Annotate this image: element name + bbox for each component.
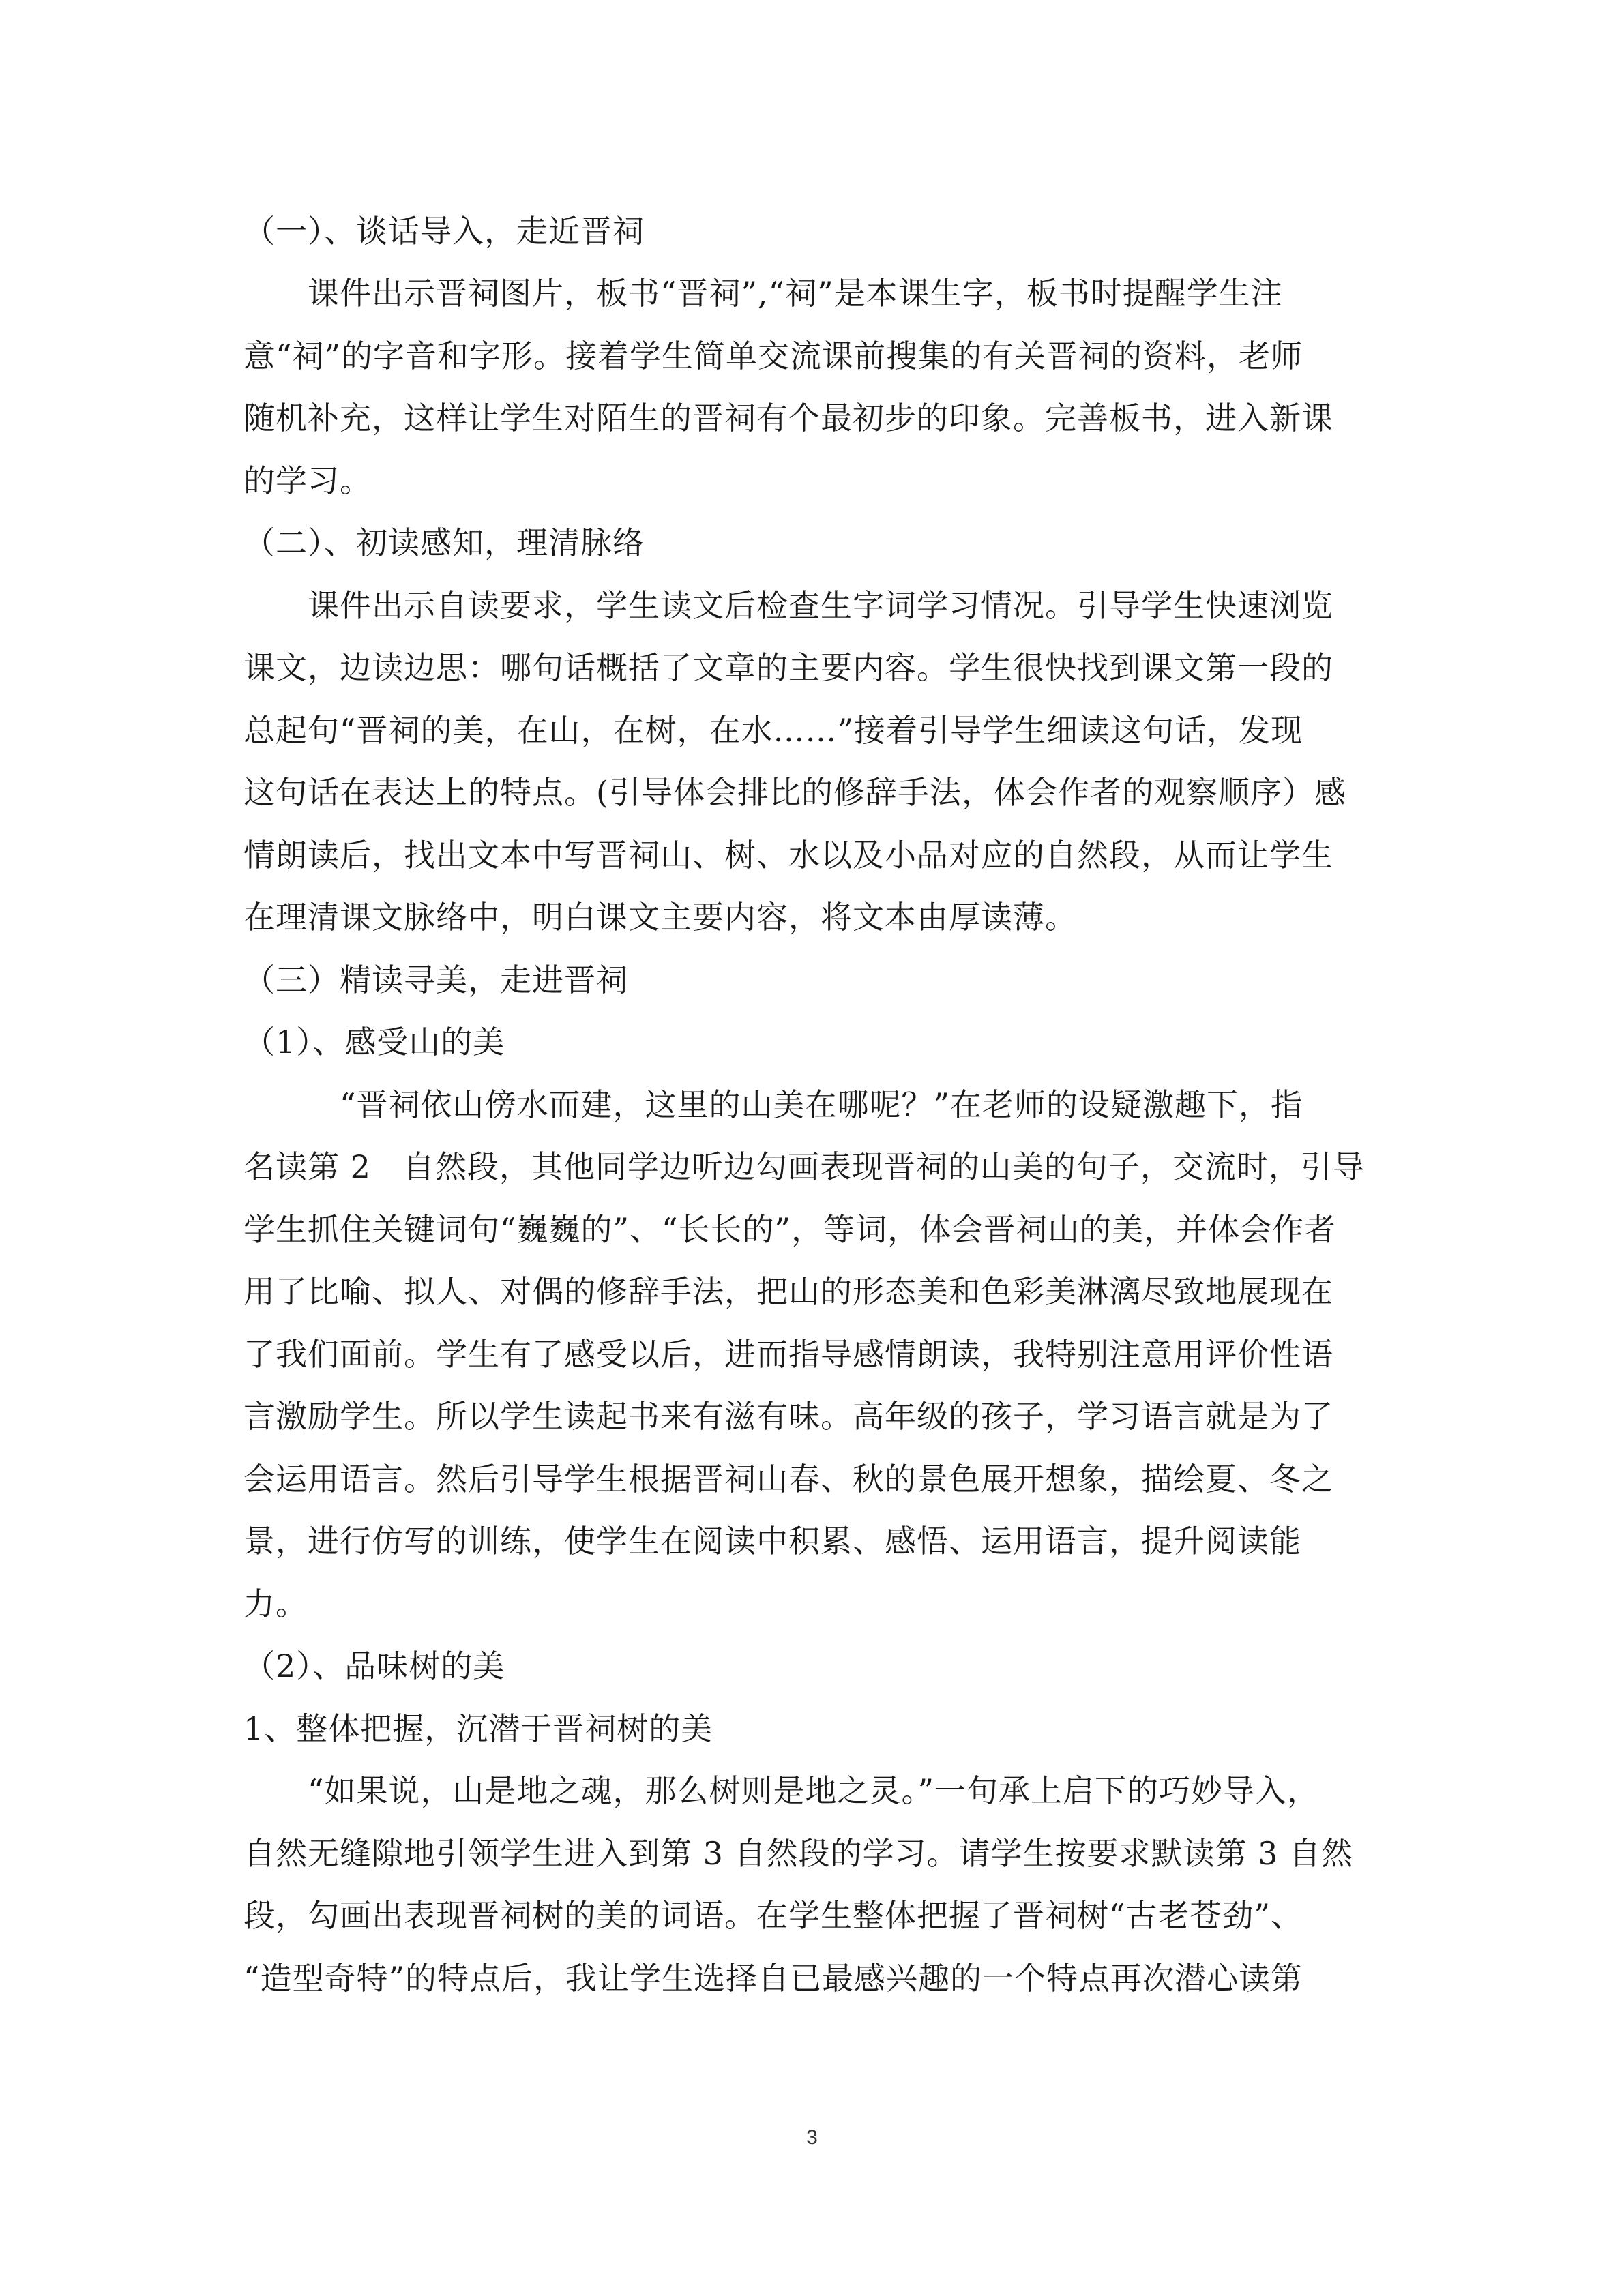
paragraph-line: 学生抓住关键词句“巍巍的”、“长长的”，等词，体会晋祠山的美，并体会作者 xyxy=(243,1211,1337,1248)
paragraph-line: 课件出示自读要求，学生读文后检查生字词学习情况。引导学生快速浏览 xyxy=(243,587,1333,624)
subsection-heading-1: （1）、感受山的美 xyxy=(243,1024,505,1060)
section-heading-1: （一）、谈话导入，走近晋祠 xyxy=(243,213,645,250)
paragraph-line: 随机补充，这样让学生对陌生的晋祠有个最初步的印象。完善板书，进入新课 xyxy=(243,400,1333,436)
paragraph-line: “如果说，山是地之魂，那么树则是地之灵。”一句承上启下的巧妙导入， xyxy=(243,1772,1320,1809)
paragraph-line: 这句话在表达上的特点。(引导体会排比的修辞手法，体会作者的观察顺序）感 xyxy=(243,774,1346,811)
paragraph-line: 段，勾画出表现晋祠树的美的词语。在学生整体把握了晋祠树“古老苍劲”、 xyxy=(243,1897,1303,1934)
paragraph-line: 自然无缝隙地引领学生进入到第 3 自然段的学习。请学生按要求默读第 3 自然 xyxy=(243,1835,1354,1872)
paragraph-line: 的学习。 xyxy=(243,462,372,499)
paragraph-line: “晋祠依山傍水而建，这里的山美在哪呢？”在老师的设疑激趣下，指 xyxy=(243,1086,1303,1123)
paragraph-line: 了我们面前。学生有了感受以后，进而指导感情朗读，我特别注意用评价性语 xyxy=(243,1336,1333,1373)
paragraph-line: 景，进行仿写的训练，使学生在阅读中积累、感悟、运用语言，提升阅读能 xyxy=(243,1523,1301,1560)
page-number: 3 xyxy=(806,2126,818,2149)
paragraph-line: 会运用语言。然后引导学生根据晋祠山春、秋的景色展开想象，描绘夏、冬之 xyxy=(243,1461,1333,1497)
paragraph-line: 情朗读后，找出文本中写晋祠山、树、水以及小品对应的自然段，从而让学生 xyxy=(243,837,1333,874)
point-heading-1: 1、整体把握，沉潜于晋祠树的美 xyxy=(243,1710,713,1747)
paragraph-line: 用了比喻、拟人、对偶的修辞手法，把山的形态美和色彩美淋漓尽致地展现在 xyxy=(243,1273,1333,1310)
paragraph-line: 课文，边读边思：哪句话概括了文章的主要内容。学生很快找到课文第一段的 xyxy=(243,649,1333,686)
subsection-heading-2: （2）、品味树的美 xyxy=(243,1648,505,1684)
section-heading-3: （三）精读寻美，走进晋祠 xyxy=(243,961,628,998)
paragraph-line: 在理清课文脉络中，明白课文主要内容，将文本由厚读薄。 xyxy=(243,899,1077,936)
paragraph-line: 课件出示晋祠图片，板书“晋祠”,“祠”是本课生字，板书时提醒学生注 xyxy=(243,275,1283,312)
paragraph-line: 意“祠”的字音和字形。接着学生简单交流课前搜集的有关晋祠的资料，老师 xyxy=(243,338,1303,374)
paragraph-line: 总起句“晋祠的美，在山，在树，在水……”接着引导学生细读这句话，发现 xyxy=(243,712,1303,749)
paragraph-line: “造型奇特”的特点后，我让学生选择自已最感兴趣的一个特点再次潜心读第 xyxy=(243,1960,1303,1997)
paragraph-line: 名读第 2 自然段，其他同学边听边勾画表现晋祠的山美的句子，交流时，引导 xyxy=(243,1148,1365,1185)
paragraph-line: 言激励学生。所以学生读起书来有滋有味。高年级的孩子，学习语言就是为了 xyxy=(243,1398,1333,1435)
paragraph-line: 力。 xyxy=(243,1585,308,1622)
section-heading-2: （二）、初读感知，理清脉络 xyxy=(243,524,645,561)
